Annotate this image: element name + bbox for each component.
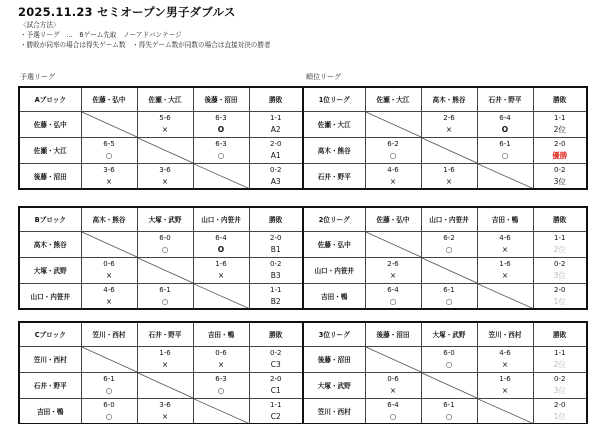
win-loss-mark: ○ — [161, 245, 169, 254]
self-match-diagonal — [477, 398, 533, 424]
self-match-diagonal — [477, 163, 533, 189]
win-loss-mark: × — [389, 386, 397, 395]
match-score-cell — [421, 111, 477, 137]
table-row — [303, 163, 587, 189]
team-column-header: 吉田・鴨 — [477, 207, 533, 231]
rank-label: B1 — [270, 245, 281, 254]
match-score-cell — [477, 257, 533, 283]
game-score: 4-6 — [103, 285, 115, 294]
match-score-cell — [81, 137, 137, 163]
rank-label: C1 — [270, 386, 281, 395]
win-loss-mark: O — [501, 125, 509, 134]
table-row — [19, 111, 303, 137]
match-score-cell — [81, 283, 137, 309]
win-loss-mark: ○ — [217, 151, 225, 160]
result-column-header: 勝敗 — [249, 322, 303, 346]
table-row — [303, 398, 587, 424]
game-score: 4-6 — [387, 165, 399, 174]
win-loss-mark: × — [161, 411, 169, 421]
result-cell — [533, 283, 587, 309]
match-score-cell — [421, 346, 477, 372]
match-score-cell — [81, 163, 137, 189]
result-cell — [249, 283, 303, 309]
win-loss-mark: ○ — [445, 245, 453, 254]
team-row-header: 吉田・鴨 — [303, 283, 365, 309]
team-column-header: 笠川・西村 — [477, 322, 533, 346]
game-score: 2-6 — [387, 260, 399, 268]
self-match-diagonal — [477, 283, 533, 309]
team-row-header: 笠川・西村 — [303, 398, 365, 424]
team-column-header: 佐瀬・大江 — [137, 87, 193, 111]
game-score: 1-6 — [499, 260, 511, 268]
match-score-cell — [365, 283, 421, 309]
game-score: 6-1 — [159, 285, 171, 294]
win-loss-record: 0-2 — [270, 349, 282, 357]
self-match-diagonal — [193, 163, 249, 189]
team-row-header: 石井・野平 — [19, 372, 81, 398]
team-row-header: 山口・内笹井 — [303, 257, 365, 283]
result-cell — [249, 346, 303, 372]
team-row-header: 大塚・武野 — [303, 372, 365, 398]
match-score-cell — [421, 398, 477, 424]
game-score: 3-6 — [159, 165, 171, 174]
match-score-cell — [421, 163, 477, 189]
self-match-diagonal — [81, 346, 137, 372]
team-column-header: 吉田・鴨 — [193, 322, 249, 346]
rank-label: 3位 — [553, 176, 566, 186]
win-loss-record: 1-1 — [270, 114, 282, 122]
win-loss-record: 2-0 — [554, 400, 566, 409]
win-loss-record: 1-1 — [270, 285, 282, 294]
block-name: Cブロック — [19, 322, 81, 346]
table-row — [19, 372, 303, 398]
match-score-cell — [193, 346, 249, 372]
team-row-header: 佐瀬・大江 — [19, 137, 81, 163]
team-row-header: 笠川・西村 — [19, 346, 81, 372]
self-match-diagonal — [137, 137, 193, 163]
rank-label: C3 — [270, 360, 281, 369]
win-loss-mark: ○ — [161, 296, 169, 306]
win-loss-mark: ○ — [445, 360, 453, 369]
match-score-cell — [421, 283, 477, 309]
rank-label: A1 — [270, 151, 281, 160]
team-column-header: 山口・内笹井 — [421, 207, 477, 231]
game-score: 6-4 — [387, 285, 399, 294]
game-score: 6-3 — [215, 375, 227, 383]
match-score-cell — [193, 111, 249, 137]
team-column-header: 佐藤・弘中 — [365, 207, 421, 231]
self-match-diagonal — [421, 372, 477, 398]
win-loss-record: 0-2 — [270, 165, 282, 174]
match-score-cell — [193, 257, 249, 283]
win-loss-mark: ○ — [217, 386, 225, 395]
win-loss-mark: × — [389, 176, 397, 186]
win-loss-mark: × — [501, 271, 509, 280]
table-row — [303, 231, 587, 257]
table-row — [19, 283, 303, 309]
game-score: 4-6 — [499, 234, 511, 242]
match-score-cell — [137, 283, 193, 309]
result-cell — [249, 372, 303, 398]
game-score: 4-6 — [499, 349, 511, 357]
team-column-header: 後藤・沼田 — [193, 87, 249, 111]
team-row-header: 佐瀬・大江 — [303, 111, 365, 137]
table-row — [303, 346, 587, 372]
win-loss-mark: O — [217, 125, 225, 134]
win-loss-record: 1-1 — [554, 114, 566, 122]
page-title: 2025.11.23 セミオープン男子ダブルス — [18, 5, 236, 19]
match-score-cell — [137, 231, 193, 257]
match-score-cell — [477, 346, 533, 372]
win-loss-mark: × — [161, 125, 169, 134]
rank-label: B3 — [270, 271, 281, 280]
match-score-cell — [81, 398, 137, 424]
win-loss-record: 1-1 — [270, 400, 282, 409]
match-score-cell — [365, 257, 421, 283]
rank-league-label: 順位リーグ — [306, 73, 341, 81]
win-loss-record: 1-1 — [554, 349, 566, 357]
win-loss-mark: × — [105, 271, 113, 280]
result-cell — [533, 111, 587, 137]
block-name: Aブロック — [19, 87, 81, 111]
win-loss-mark: ○ — [389, 411, 397, 421]
game-score: 6-5 — [103, 140, 115, 148]
team-row-header: 大塚・武野 — [19, 257, 81, 283]
win-loss-mark: × — [161, 176, 169, 186]
game-score: 6-1 — [443, 285, 455, 294]
match-score-cell — [477, 372, 533, 398]
result-column-header: 勝敗 — [533, 87, 587, 111]
game-score: 6-2 — [443, 234, 455, 242]
table-row — [19, 137, 303, 163]
table-row — [19, 257, 303, 283]
notes-line-3: ・勝敗が同率の場合は得失ゲーム数 ・得失ゲーム数が同数の場合は直接対決の勝者 — [20, 41, 271, 49]
team-row-header: 高木・熊谷 — [303, 137, 365, 163]
game-score: 6-2 — [387, 140, 399, 148]
win-loss-mark: × — [105, 176, 113, 186]
team-column-header: 石井・野平 — [137, 322, 193, 346]
team-row-header: 高木・熊谷 — [19, 231, 81, 257]
rank-league-1-table — [302, 86, 588, 190]
win-loss-mark: × — [389, 271, 397, 280]
win-loss-record: 1-1 — [554, 234, 566, 242]
rules-notes — [20, 20, 271, 50]
match-score-cell — [137, 398, 193, 424]
game-score: 6-4 — [387, 400, 399, 409]
match-score-cell — [193, 137, 249, 163]
game-score: 6-4 — [215, 234, 227, 242]
team-column-header: 高木・熊谷 — [81, 207, 137, 231]
rank-label: 1位 — [553, 411, 566, 421]
team-column-header: 佐瀬・大江 — [365, 87, 421, 111]
match-score-cell — [81, 372, 137, 398]
game-score: 2-6 — [443, 114, 455, 122]
team-row-header: 後藤・沼田 — [19, 163, 81, 189]
win-loss-record: 0-2 — [554, 165, 566, 174]
match-score-cell — [365, 137, 421, 163]
result-cell — [533, 257, 587, 283]
game-score: 0-6 — [215, 349, 227, 357]
win-loss-mark: × — [501, 360, 509, 369]
table-row — [19, 398, 303, 424]
win-loss-mark: × — [217, 360, 225, 369]
win-loss-mark: ○ — [105, 151, 113, 160]
table-row — [303, 111, 587, 137]
self-match-diagonal — [365, 346, 421, 372]
A-block-table — [18, 86, 304, 190]
match-score-cell — [365, 372, 421, 398]
rank-label: C2 — [270, 411, 281, 421]
result-column-header: 勝敗 — [249, 87, 303, 111]
table-row — [303, 372, 587, 398]
game-score: 1-6 — [159, 349, 171, 357]
game-score: 6-0 — [103, 400, 115, 409]
result-cell — [249, 163, 303, 189]
game-score: 6-1 — [103, 375, 115, 383]
win-loss-record: 2-0 — [554, 140, 566, 148]
block-name: Bブロック — [19, 207, 81, 231]
match-score-cell — [365, 398, 421, 424]
team-row-header: 後藤・沼田 — [303, 346, 365, 372]
prelim-league-label: 予選リーグ — [20, 73, 55, 81]
win-loss-mark: ○ — [445, 296, 453, 306]
win-loss-mark: ○ — [445, 411, 453, 421]
game-score: 3-6 — [159, 400, 171, 409]
team-column-header: 石井・野平 — [477, 87, 533, 111]
result-cell — [533, 137, 587, 163]
win-loss-record: 0-2 — [554, 375, 566, 383]
match-score-cell — [477, 231, 533, 257]
team-column-header: 山口・内笹井 — [193, 207, 249, 231]
win-loss-record: 2-0 — [270, 234, 282, 242]
self-match-diagonal — [193, 283, 249, 309]
rank-label: 2位 — [553, 360, 566, 369]
notes-line-2: ・予選リーグ … 6ゲーム先取 ノーアドバンテージ — [20, 31, 182, 39]
win-loss-mark: ○ — [501, 151, 509, 160]
game-score: 3-6 — [103, 165, 115, 174]
rank-league-2-table — [302, 206, 588, 310]
result-column-header: 勝敗 — [533, 322, 587, 346]
result-cell — [533, 346, 587, 372]
team-column-header: 佐藤・弘中 — [81, 87, 137, 111]
win-loss-mark: × — [501, 386, 509, 395]
match-score-cell — [193, 231, 249, 257]
rank-label: 1位 — [553, 296, 566, 306]
team-row-header: 石井・野平 — [303, 163, 365, 189]
match-score-cell — [421, 231, 477, 257]
game-score: 6-0 — [443, 349, 455, 357]
result-cell — [249, 137, 303, 163]
rank-label: 2位 — [553, 125, 566, 134]
block-name: 3位リーグ — [303, 322, 365, 346]
self-match-diagonal — [137, 372, 193, 398]
match-score-cell — [137, 111, 193, 137]
win-loss-record: 0-2 — [270, 260, 282, 268]
self-match-diagonal — [193, 398, 249, 424]
rank-label: A3 — [270, 176, 281, 186]
result-cell — [249, 231, 303, 257]
result-cell — [249, 111, 303, 137]
rank-label: B2 — [270, 296, 281, 306]
match-score-cell — [81, 257, 137, 283]
team-row-header: 佐藤・弘中 — [303, 231, 365, 257]
result-cell — [533, 372, 587, 398]
win-loss-record: 2-0 — [270, 375, 282, 383]
self-match-diagonal — [137, 257, 193, 283]
win-loss-record: 2-0 — [270, 140, 282, 148]
block-name: 2位リーグ — [303, 207, 365, 231]
team-row-header: 吉田・鴨 — [19, 398, 81, 424]
game-score: 1-6 — [215, 260, 227, 268]
rank-league-3-table — [302, 321, 588, 424]
result-cell — [533, 398, 587, 424]
rank-label: 3位 — [553, 271, 566, 280]
team-column-header: 後藤・沼田 — [365, 322, 421, 346]
game-score: 6-0 — [159, 234, 171, 242]
win-loss-record: 2-0 — [554, 285, 566, 294]
game-score: 0-6 — [387, 375, 399, 383]
game-score: 6-3 — [215, 114, 227, 122]
table-row — [19, 163, 303, 189]
game-score: 6-1 — [443, 400, 455, 409]
win-loss-mark: × — [445, 125, 453, 134]
match-score-cell — [365, 163, 421, 189]
game-score: 0-6 — [103, 260, 115, 268]
team-row-header: 佐藤・弘中 — [19, 111, 81, 137]
result-cell — [533, 231, 587, 257]
self-match-diagonal — [365, 111, 421, 137]
self-match-diagonal — [365, 231, 421, 257]
game-score: 1-6 — [499, 375, 511, 383]
match-score-cell — [477, 137, 533, 163]
team-column-header: 大塚・武野 — [421, 322, 477, 346]
self-match-diagonal — [421, 257, 477, 283]
result-column-header: 勝敗 — [249, 207, 303, 231]
game-score: 5-6 — [159, 114, 171, 122]
match-score-cell — [477, 111, 533, 137]
win-loss-mark: × — [161, 360, 169, 369]
win-loss-mark: ○ — [389, 151, 397, 160]
table-row — [303, 283, 587, 309]
rank-label: A2 — [270, 125, 281, 134]
team-row-header: 山口・内笹井 — [19, 283, 81, 309]
win-loss-mark: × — [445, 176, 453, 186]
win-loss-mark: ○ — [105, 386, 113, 395]
self-match-diagonal — [81, 111, 137, 137]
B-block-table — [18, 206, 304, 310]
notes-line-1: 〈試合方法〉 — [20, 21, 60, 29]
self-match-diagonal — [421, 137, 477, 163]
team-column-header: 大塚・武野 — [137, 207, 193, 231]
table-row — [19, 346, 303, 372]
result-cell — [249, 398, 303, 424]
result-cell — [533, 163, 587, 189]
win-loss-record: 0-2 — [554, 260, 566, 268]
match-score-cell — [137, 163, 193, 189]
C-block-table — [18, 321, 304, 424]
table-row — [303, 137, 587, 163]
win-loss-mark: × — [217, 271, 225, 280]
game-score: 6-4 — [499, 114, 511, 122]
result-column-header: 勝敗 — [533, 207, 587, 231]
win-loss-mark: × — [105, 296, 113, 306]
table-row — [303, 257, 587, 283]
table-row — [19, 231, 303, 257]
self-match-diagonal — [81, 231, 137, 257]
win-loss-mark: × — [501, 245, 509, 254]
rank-label: 3位 — [553, 386, 566, 395]
team-column-header: 高木・熊谷 — [421, 87, 477, 111]
win-loss-mark: ○ — [389, 296, 397, 306]
win-loss-mark: O — [217, 245, 225, 254]
game-score: 6-3 — [215, 140, 227, 148]
win-loss-mark: ○ — [105, 411, 113, 421]
match-score-cell — [193, 372, 249, 398]
rank-label: 優勝 — [552, 151, 568, 160]
block-name: 1位リーグ — [303, 87, 365, 111]
game-score: 6-1 — [499, 140, 511, 148]
match-score-cell — [137, 346, 193, 372]
team-column-header: 笠川・西村 — [81, 322, 137, 346]
result-cell — [249, 257, 303, 283]
game-score: 1-6 — [443, 165, 455, 174]
rank-label: 2位 — [553, 245, 566, 254]
